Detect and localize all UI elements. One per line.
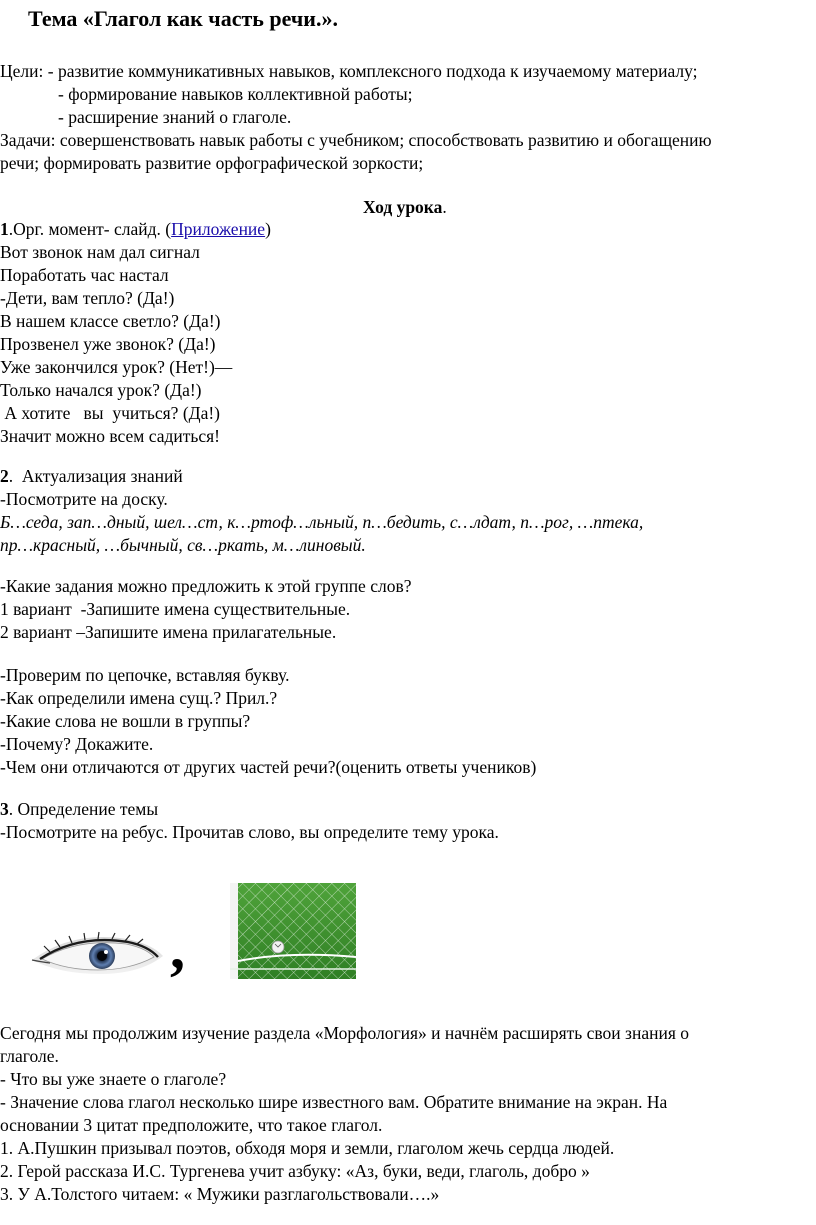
goals-label: Цели:: [0, 61, 44, 81]
section-3-title: 3. Определение темы: [0, 799, 159, 819]
poem-line: Значит можно всем садиться!: [0, 426, 221, 446]
outro-line: Сегодня мы продолжим изучение раздела «Морфология» и начнём расширять свои знания о: [0, 1023, 689, 1043]
words-line-1: Б…седа, зап…дный, шел…ст, к…ртоф…льный, п…бедить, с…лдат, п…рог, …птека,: [0, 512, 644, 532]
board-instruction: -Посмотрите на доску.: [0, 489, 168, 509]
poem-line: Поработать час настал: [0, 265, 169, 285]
words-line-2: пр…красный, …бычный, св…ркать, м…линовый.: [0, 535, 366, 555]
goals-line-2: - формирование навыков коллективной работы;: [58, 84, 413, 104]
page-title: Тема «Глагол как часть речи.».: [28, 6, 338, 31]
goal-net-picture: [230, 883, 356, 979]
goals-line-1: Цели: - развитие коммуникативных навыков, комплексного подхода к изучаемому материалу;: [0, 61, 698, 81]
rebus-comma: ,: [170, 915, 185, 981]
poem-line: Только начался урок? (Да!): [0, 380, 202, 400]
outro-line: - Значение слова глагол несколько шире известного вам. Обратите внимание на экран. На: [0, 1092, 668, 1112]
outro-line: глаголе.: [0, 1046, 59, 1066]
question-tasks: -Какие задания можно предложить к этой группе слов?: [0, 576, 412, 596]
poem-line: Прозвенел уже звонок? (Да!): [0, 334, 216, 354]
goals-line-3: - расширение знаний о глаголе.: [58, 107, 292, 127]
outro-question: - Что вы уже знаете о глаголе?: [0, 1069, 227, 1089]
check-line: -Почему? Докажите.: [0, 734, 154, 754]
poem-line: В нашем классе светло? (Да!): [0, 311, 221, 331]
section-1-title: 1.Орг. момент- слайд. (Приложение): [0, 219, 271, 239]
check-line: -Чем они отличаются от других частей речи?(оценить ответы учеников): [0, 757, 537, 777]
appendix-link[interactable]: Приложение: [171, 219, 266, 239]
poem-line: А хотите вы учиться? (Да!): [0, 403, 221, 423]
variant-1: 1 вариант -Запишите имена существительные.: [0, 599, 351, 619]
tasks-line-2: речи; формировать развитие орфографической зоркости;: [0, 153, 424, 173]
section-2-title: 2. Актуализация знаний: [0, 466, 183, 486]
eye-picture: [30, 930, 165, 978]
rebus-instruction: -Посмотрите на ребус. Прочитав слово, вы определите тему урока.: [0, 822, 499, 842]
poem-line: Уже закончился урок? (Нет!)—: [0, 357, 233, 377]
variant-2: 2 вариант –Запишите имена прилагательные.: [0, 622, 337, 642]
poem-line: Вот звонок нам дал сигнал: [0, 242, 200, 262]
quote-1: 1. А.Пушкин призывал поэтов, обходя моря и земли, глаголом жечь сердца людей.: [0, 1138, 615, 1158]
check-line: -Какие слова не вошли в группы?: [0, 711, 251, 731]
lesson-heading: Ход урока.: [363, 197, 447, 217]
check-line: -Как определили имена сущ.? Прил.?: [0, 688, 278, 708]
quote-2: 2. Герой рассказа И.С. Тургенева учит азбуку: «Аз, буки, веди, глаголь, добро »: [0, 1161, 590, 1181]
check-line: -Проверим по цепочке, вставляя букву.: [0, 665, 290, 685]
poem-line: -Дети, вам тепло? (Да!): [0, 288, 175, 308]
quote-3: 3. У А.Толстого читаем: « Мужики разглагольствовали….»: [0, 1184, 440, 1204]
tasks-line-1: Задачи: совершенствовать навык работы с учебником; способствовать развитию и обогащению: [0, 130, 712, 150]
outro-line: основании 3 цитат предположите, что такое глагол.: [0, 1115, 383, 1135]
